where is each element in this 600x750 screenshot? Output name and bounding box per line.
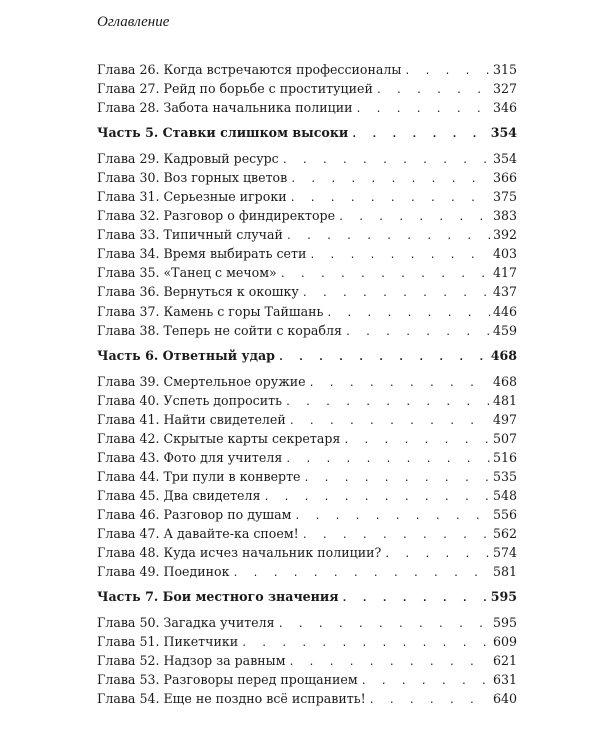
toc-chapter-row [97,469,517,488]
toc-entry-page: 392 [492,227,517,243]
toc-entry-title: Глава 54. Еще не поздно всё исправить! [97,691,366,707]
toc-entry-title: Глава 28. Забота начальника полиции [97,100,353,116]
toc-entry-page: 375 [492,189,517,205]
toc-chapter-row [97,227,517,246]
toc-entry-page: 315 [492,62,517,77]
toc-entry-title: Глава 33. Типичный случай [97,227,283,243]
dot-leader [361,676,490,687]
toc-entry-title: Глава 47. А давайте-ка споем! [97,525,299,541]
toc-entry-title: Глава 38. Теперь не сойти с корабля [97,322,342,338]
dot-leader [263,492,490,503]
toc-entry-title: Глава 34. Время выбирать сети [97,246,307,262]
toc-chapter-row [97,691,517,710]
toc-entry-page: 327 [492,81,517,97]
toc-chapter-row [97,284,517,303]
dot-leader [290,193,490,204]
toc-part-row [97,125,517,145]
toc-chapter-row [97,507,517,526]
toc-entry-page: 468 [490,347,517,363]
toc-chapter-row [97,246,517,265]
toc-chapter-row [97,526,517,545]
toc-entry-title: Глава 27. Рейд по борьбе с проституцией [97,81,373,97]
dot-leader [294,511,490,522]
toc-chapter-row [97,564,517,583]
toc-entry-page: 595 [490,589,517,605]
dot-leader [384,549,490,560]
toc-chapter-row [97,100,517,119]
toc-entry-page: 621 [492,653,517,669]
dot-leader [278,352,488,363]
toc-entry-title: Часть 6. Ответный удар [97,347,275,363]
toc-entry-page: 354 [490,125,517,141]
dot-leader [278,619,490,630]
toc-chapter-row [97,431,517,450]
dot-leader [351,129,487,140]
toc-entry-page: 481 [492,392,517,408]
toc-chapter-row [97,151,517,170]
toc-entry-page: 516 [492,449,517,465]
toc-entry-title: Глава 45. Два свидетеля [97,487,261,503]
toc-entry-page: 346 [492,100,517,116]
toc-entry-page: 446 [492,303,517,319]
toc-part-row [97,589,517,609]
toc-entry-page: 366 [492,170,517,186]
dot-leader [282,155,490,166]
dot-leader [342,593,488,604]
dot-leader [290,174,490,185]
dot-leader [285,397,490,408]
toc-entry-page: 437 [492,284,517,300]
toc-entry-title: Глава 35. «Танец с мечом» [97,265,277,281]
toc-entry-title: Глава 31. Серьезные игроки [97,189,287,205]
toc-entry-title: Глава 50. Загадка учителя [97,615,275,631]
table-of-contents [97,62,517,710]
running-header: Оглавление [97,14,170,30]
toc-entry-page: 640 [492,691,517,707]
toc-chapter-row [97,189,517,208]
toc-chapter-row [97,374,517,393]
toc-entry-page: 383 [492,208,517,224]
toc-entry-page: 417 [492,265,517,281]
dot-leader [285,454,490,465]
toc-entry-title: Глава 37. Камень с горы Тайшань [97,303,324,319]
dot-leader [326,308,490,319]
toc-part-row [97,348,517,368]
toc-entry-title: Глава 52. Надзор за равным [97,653,286,669]
toc-entry-page: 556 [492,506,517,522]
toc-chapter-row [97,545,517,564]
toc-entry-page: 609 [492,634,517,650]
toc-entry-title: Глава 32. Разговор о финдиректоре [97,208,336,224]
dot-leader [309,378,490,389]
dot-leader [369,695,490,706]
dot-leader [286,231,490,242]
dot-leader [289,657,490,668]
toc-chapter-row [97,393,517,412]
toc-entry-page: 631 [492,672,517,688]
dot-leader [376,85,490,96]
toc-chapter-row [97,81,517,100]
toc-chapter-row [97,170,517,189]
toc-entry-title: Глава 41. Найти свидетелей [97,411,286,427]
toc-chapter-row [97,208,517,227]
toc-chapter-row [97,488,517,507]
toc-entry-page: 535 [492,468,517,484]
toc-entry-page: 468 [492,373,517,389]
dot-leader [289,416,490,427]
toc-chapter-row [97,62,517,81]
toc-entry-title: Глава 43. Фото для учителя [97,449,283,465]
toc-entry-page: 562 [492,525,517,541]
toc-entry-title: Глава 29. Кадровый ресурс [97,151,279,167]
dot-leader [241,638,490,649]
toc-entry-title: Часть 5. Ставки слишком высоки [97,125,349,141]
toc-chapter-row [97,450,517,469]
toc-chapter-row [97,323,517,342]
toc-entry-page: 548 [492,487,517,503]
dot-leader [304,473,490,484]
toc-entry-page: 595 [492,615,517,631]
toc-entry-title: Глава 30. Воз горных цветов [97,170,288,186]
toc-chapter-row [97,672,517,691]
toc-entry-title: Глава 44. Три пули в конверте [97,468,301,484]
toc-chapter-row [97,653,517,672]
toc-entry-title: Глава 40. Успеть допросить [97,392,282,408]
toc-entry-title: Глава 46. Разговор по душам [97,506,292,522]
dot-leader [343,435,490,446]
dot-leader [233,568,490,579]
toc-entry-title: Глава 51. Пикетчики [97,634,239,650]
toc-chapter-row [97,634,517,653]
dot-leader [356,104,490,115]
toc-chapter-row [97,615,517,634]
toc-chapter-row [97,265,517,284]
toc-entry-page: 354 [492,151,517,167]
dot-leader [280,269,490,280]
dot-leader [338,212,490,223]
dot-leader [302,530,490,541]
dot-leader [404,66,490,77]
toc-entry-page: 581 [492,564,517,580]
toc-entry-title: Глава 39. Смертельное оружие [97,373,306,389]
toc-entry-page: 574 [492,545,517,561]
toc-entry-title: Глава 49. Поединок [97,564,230,580]
toc-entry-title: Глава 26. Когда встречаются профессионалы [97,62,402,77]
toc-entry-title: Часть 7. Бои местного значения [97,589,339,605]
toc-entry-page: 497 [492,411,517,427]
toc-entry-page: 507 [492,430,517,446]
toc-entry-title: Глава 48. Куда исчез начальник полиции? [97,545,382,561]
dot-leader [345,327,490,338]
dot-leader [302,288,490,299]
toc-entry-title: Глава 42. Скрытые карты секретаря [97,430,341,446]
toc-entry-page: 403 [492,246,517,262]
toc-entry-title: Глава 53. Разговоры перед прощанием [97,672,358,688]
toc-chapter-row [97,304,517,323]
dot-leader [309,250,490,261]
toc-chapter-row [97,412,517,431]
toc-entry-page: 459 [492,322,517,338]
toc-entry-title: Глава 36. Вернуться к окошку [97,284,299,300]
